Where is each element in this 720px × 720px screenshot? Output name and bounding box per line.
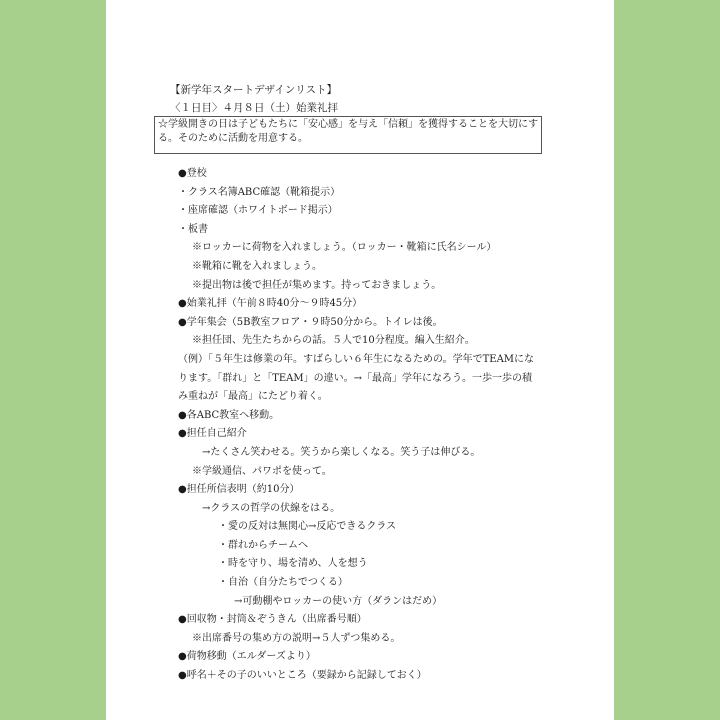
schedule-list (178, 165, 598, 686)
schedule-line: ・座席確認（ホワイトボード掲示） (178, 205, 338, 217)
schedule-line: ・自治（自分たちでつくる） (218, 577, 348, 589)
schedule-line: （例）「５年生は修業の年。すばらしい６年生になるための。学年でTEAMにな (178, 353, 535, 365)
schedule-line: ●担任自己紹介 (178, 428, 247, 440)
schedule-line: ●学年集会（5B教室フロア・９時50分から。トイレは後。 (178, 316, 443, 328)
schedule-line: ります。「群れ」と「TEAM」の違い。→「最高」学年になろう。一歩一歩の積 (178, 372, 533, 384)
schedule-line: ※ロッカーに荷物を入れましょう。（ロッカー・靴箱に氏名シール） (192, 242, 497, 254)
schedule-line: ・板書 (178, 223, 208, 235)
schedule-line: ・群れからチームへ (218, 539, 308, 551)
note-box: ☆学級開きの日は子どもたちに「安心感」を与え「信頼」を獲得することを大切にする。そのために活動を用意する。 (154, 116, 542, 154)
schedule-line: ・時を守り、場を清め、人を想う (218, 558, 368, 570)
schedule-line: ※提出物は後で担任が集めます。持っておきましょう。 (192, 279, 442, 291)
document-page (106, 0, 614, 720)
day-heading: 〈１日目〉４月８日（土）始業礼拝 (170, 102, 338, 114)
schedule-line: ●登校 (178, 168, 207, 179)
document-header (170, 81, 338, 117)
document-title: 【新学年スタートデザインリスト】 (170, 84, 338, 96)
schedule-line: ●荷物移動（エルダーズより） (178, 651, 316, 663)
schedule-line: ※出席番号の集め方の説明→５人ずつ集める。 (192, 632, 401, 644)
schedule-line: ・クラス名簿ABC確認（靴箱提示） (178, 186, 341, 198)
schedule-line: ●各ABC教室へ移動。 (178, 409, 280, 421)
schedule-line: ●呼名＋その子のいいところ（要録から記録しておく） (178, 670, 427, 682)
schedule-line: ●回収物・封筒＆ぞうきん（出席番号順） (178, 614, 367, 626)
schedule-line: ●始業礼拝（午前８時40分～９時45分） (178, 298, 363, 310)
schedule-line: ※学級通信、パワポを使って。 (192, 465, 332, 477)
schedule-line: →たくさん笑わせる。笑うから楽しくなる。笑う子は伸びる。 (202, 446, 481, 458)
schedule-line: み重ねが「最高」にたどり着く。 (178, 391, 328, 403)
schedule-line: ※靴箱に靴を入れましょう。 (192, 260, 322, 272)
schedule-line: ※担任団、先生たちからの話。５人で10分程度。編入生紹介。 (192, 335, 475, 347)
schedule-line: →可動棚やロッカーの使い方（ダランはだめ） (234, 595, 443, 607)
schedule-line: ・愛の反対は無関心→反応できるクラス (218, 521, 397, 533)
schedule-line: →クラスの哲学の伏線をはる。 (202, 502, 341, 514)
schedule-line: ●担任所信表明（約10分） (178, 484, 300, 496)
